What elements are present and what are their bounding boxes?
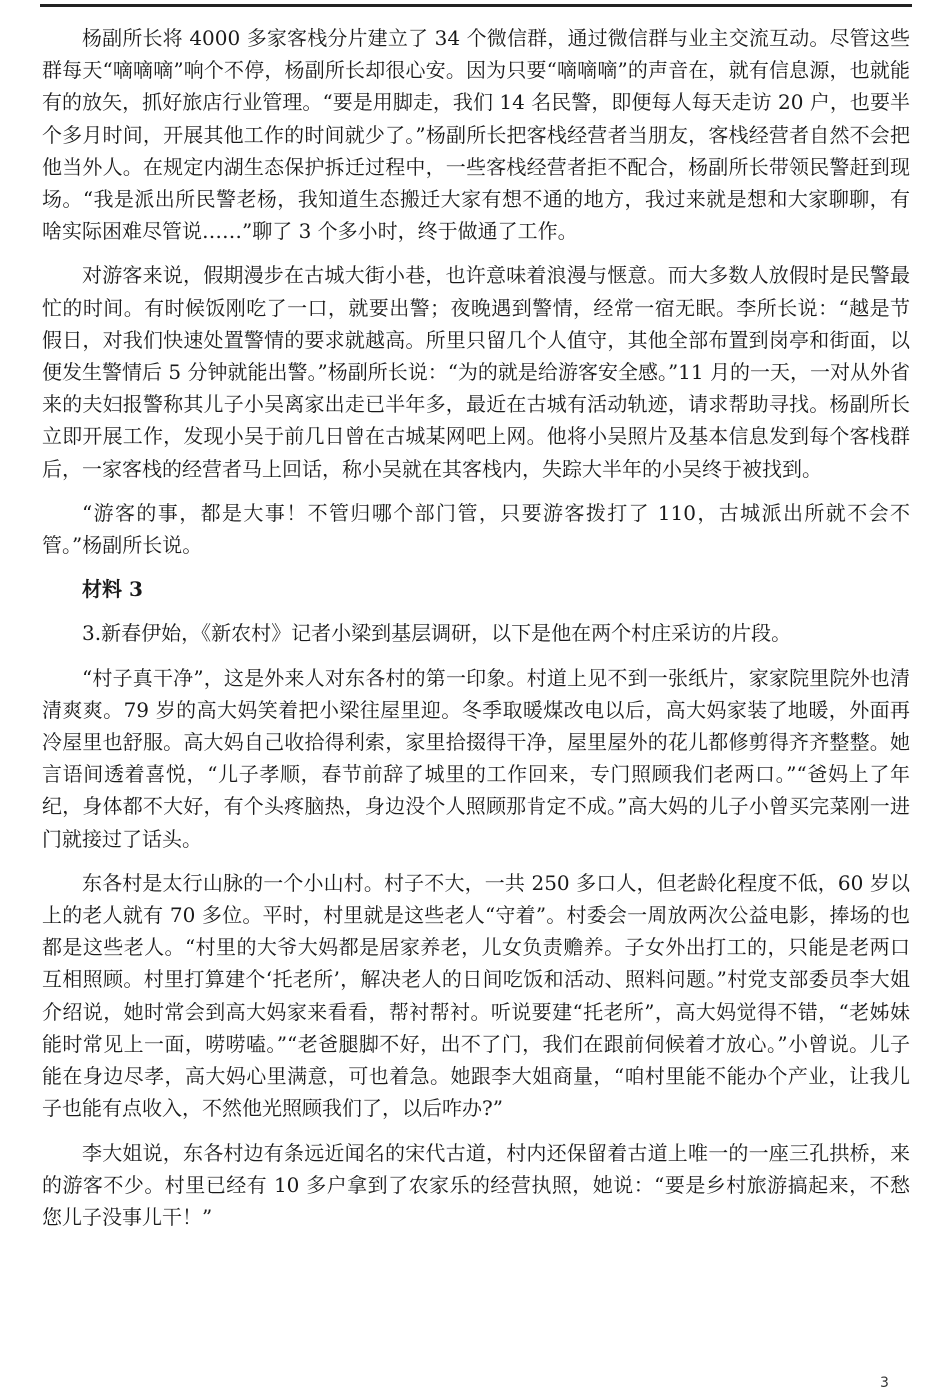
section-paragraph-3: 东各村是太行山脉的一个小山村。村子不大，一共 250 多口人，但老龄化程度不低，60 岁以上的老人就有 70 多位。平时，村里就是这些老人“守着”。村委会一周放两次公益电影，捧场的也都是这些老人。“村里的大爷大妈都是居家养老，儿女负责赡养。子女外出打工的，只能是老两口互相照顾。村里打算建个‘托老所’，解决老人的日间吃饭和活动、照料问题。”村党支部委员李大姐介绍说，她时常会到高大妈家来看看，帮衬帮衬。听说要建“托老所”，高大妈觉得不错，“老姊妹能时常见上一面，唠唠嗑。”“老爸腿脚不好，出不了门，我们在跟前伺候着才放心。”小曾说。儿子能在身边尽孝，高大妈心里满意，可也着急。她跟李大姐商量，“咱村里能不能办个产业，让我儿子也能有点收入，不然他光照顾我们了，以后咋办?”	[42, 870, 910, 1121]
section-paragraph-1: 3.新春伊始，《新农村》记者小梁到基层调研，以下是他在两个村庄采访的片段。	[82, 621, 792, 646]
paragraph-3: “游客的事，都是大事！不管归哪个部门管，只要游客拨打了 110，古城派出所就不会不管。”杨副所长说。	[42, 500, 910, 558]
section-paragraph-2: “村子真干净”，这是外来人对东各村的第一印象。村道上见不到一张纸片，家家院里院外也清清爽爽。79 岁的高大妈笑着把小梁往屋里迎。冬季取暖煤改电以后，高大妈家装了地暖，外面再冷屋里也舒服。高大妈自己收拾得利索，家里拾掇得干净，屋里屋外的花儿都修剪得齐齐整整。她言语间透着喜悦，“儿子孝顺，春节前辞了城里的工作回来，专门照顾我们老两口。”“爸妈上了年纪，身体都不大好，有个头疼脑热，身边没个人照顾那肯定不成。”高大妈的儿子小曾买完菜刚一进门就接过了话头。	[42, 665, 910, 851]
header-rule	[40, 4, 912, 7]
paragraph-2: 对游客来说，假期漫步在古城大街小巷，也许意味着浪漫与惬意。而大多数人放假时是民警最忙的时间。有时候饭刚吃了一口，就要出警；夜晚遇到警情，经常一宿无眠。李所长说：“越是节假日，对我们快速处置警情的要求就越高。所里只留几个人值守，其他全部布置到岗亭和街面，以便发生警情后 5 分钟就能出警。”杨副所长说：“为的就是给游客安全感。”11 月的一天，一对从外省来的夫妇报警称其儿子小吴离家出走已半年多，最近在古城有活动轨迹，请求帮助寻找。杨副所长立即开展工作，发现小吴于前几日曾在古城某网吧上网。他将小吴照片及基本信息发到每个客栈群后，一家客栈的经营者马上回话，称小吴就在其客栈内，失踪大半年的小吴终于被找到。	[42, 263, 910, 481]
page-number: 3	[880, 1375, 889, 1391]
paragraph-1: 杨副所长将 4000 多家客栈分片建立了 34 个微信群，通过微信群与业主交流互动。尽管这些群每天“嘀嘀嘀”响个不停，杨副所长却很心安。因为只要“嘀嘀嘀”的声音在，就有信息源，也就能有的放矢，抓好旅店行业管理。“要是用脚走，我们 14 名民警，即便每人每天走访 20 户，也要半个多月时间，开展其他工作的时间就少了。”杨副所长把客栈经营者当朋友，客栈经营者自然不会把他当外人。在规定内湖生态保护拆迁过程中，一些客栈经营者拒不配合，杨副所长带领民警赶到现场。“我是派出所民警老杨，我知道生态搬迁大家有想不通的地方，我过来就是想和大家聊聊，有啥实际困难尽管说……”聊了 3 个多小时，终于做通了工作。	[42, 26, 910, 244]
document-page	[42, 22, 910, 1245]
section-heading: 材料 3	[82, 577, 143, 602]
section-paragraph-4: 李大姐说，东各村边有条远近闻名的宋代古道，村内还保留着古道上唯一的一座三孔拱桥，来的游客不少。村里已经有 10 多户拿到了农家乐的经营执照，她说：“要是乡村旅游搞起来，不愁您儿子没事儿干！”	[42, 1140, 910, 1229]
